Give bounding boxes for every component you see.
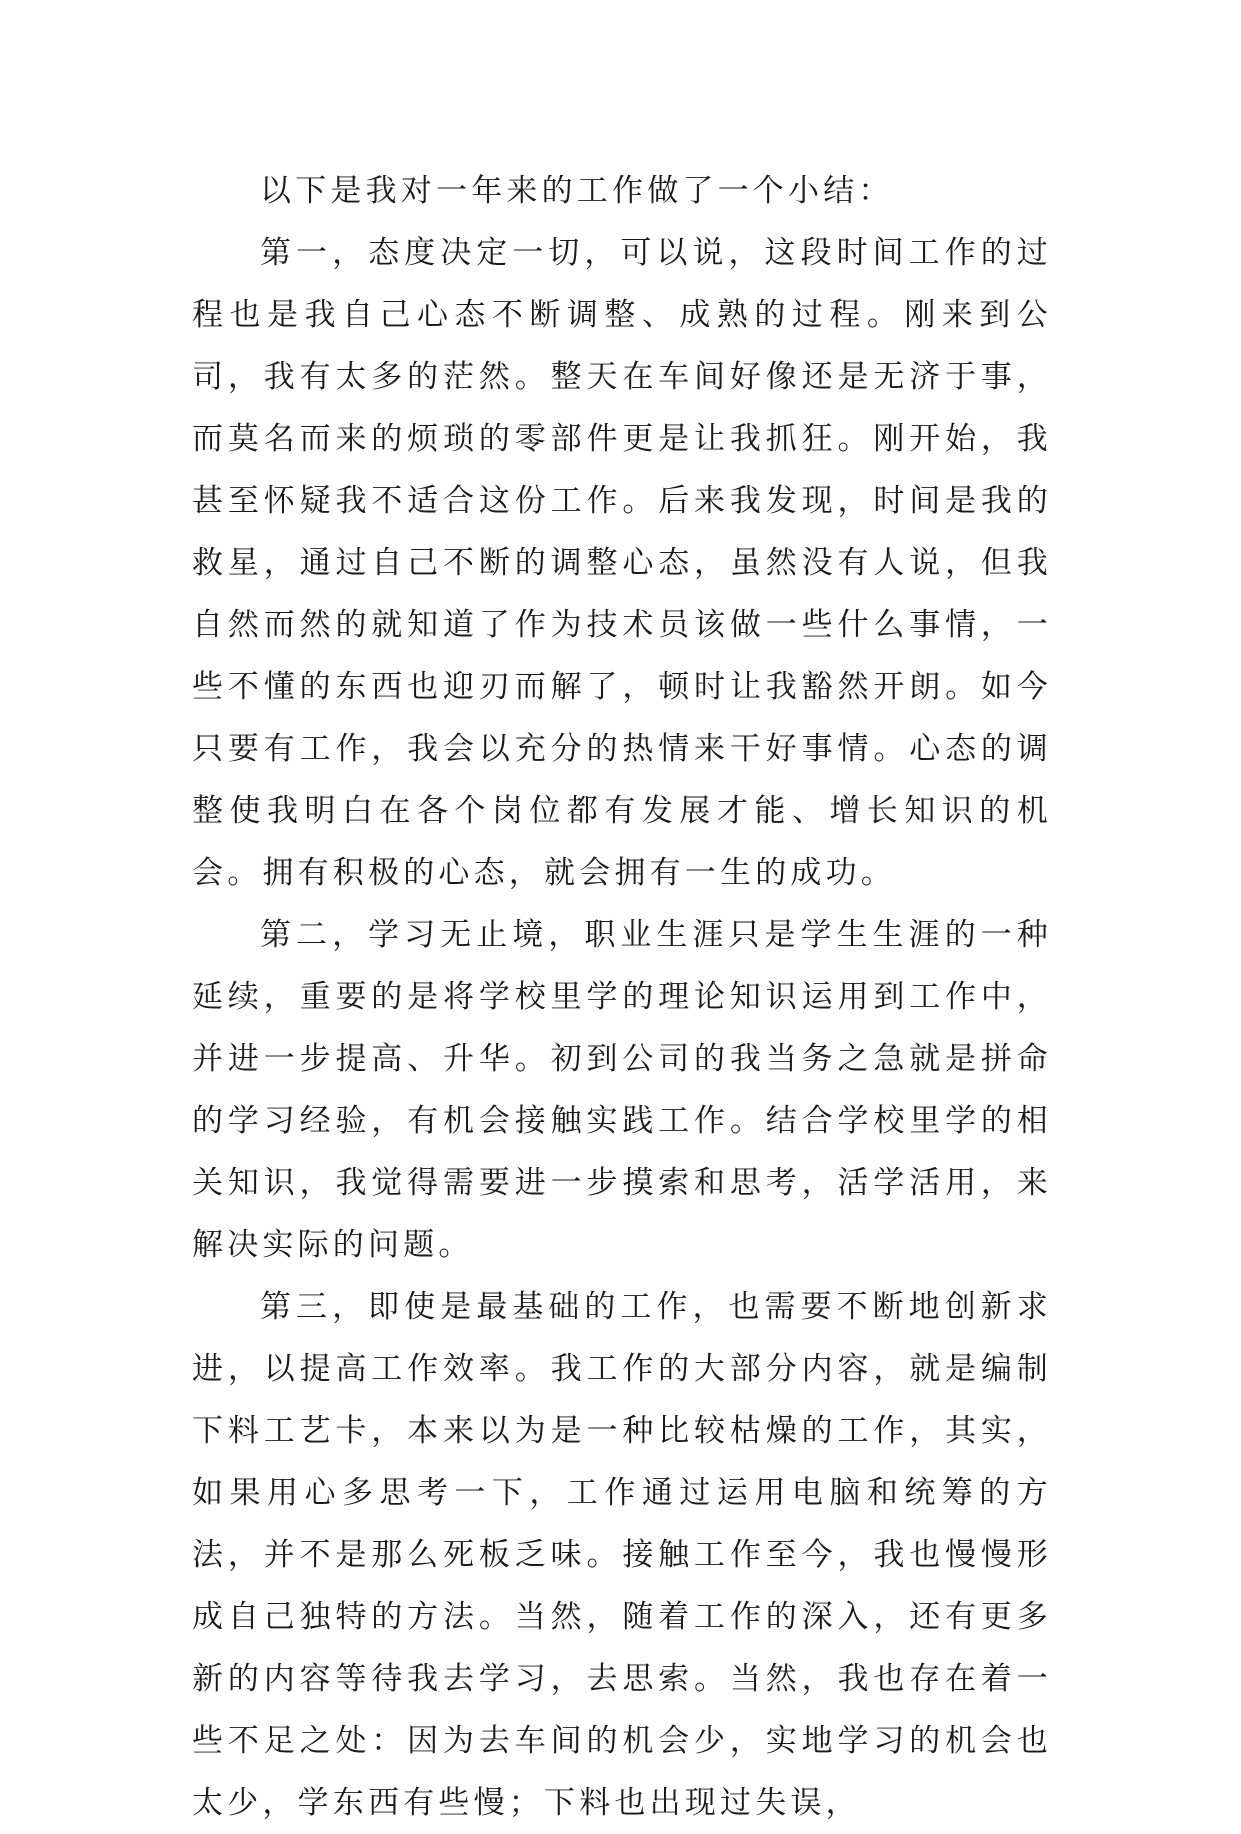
paragraph-second-point: 第二，学习无止境，职业生涯只是学生生涯的一种延续，重要的是将学校里学的理论知识运用到工作中，并进一步提高、升华。初到公司的我当务之急就是拼命的学习经验，有机会接触实践工作。结合学校里学的相关知识，我觉得需要进一步摸索和思考，活学活用，来解决实际的问题。 [192, 917, 1052, 1263]
paragraph-third-point: 第三，即使是最基础的工作，也需要不断地创新求进，以提高工作效率。我工作的大部分内容，就是编制下料工艺卡，本来以为是一种比较枯燥的工作，其实，如果用心多思考一下，工作通过运用电脑和统筹的方法，并不是那么死板乏味。接触工作至今，我也慢慢形成自己独特的方法。当然，随着工作的深入，还有更多新的内容等待我去学习，去思索。当然，我也存在着一些不足之处：因为去车间的机会少，实地学习的机会也太少，学东西有些慢；下料也出现过失误， [192, 1289, 1052, 1821]
paragraph-intro: 以下是我对一年来的工作做了一个小结： [260, 173, 894, 209]
paragraph-first-point: 第一，态度决定一切，可以说，这段时间工作的过程也是我自己心态不断调整、成熟的过程。刚来到公司，我有太多的茫然。整天在车间好像还是无济于事，而莫名而来的烦琐的零部件更是让我抓狂。刚开始，我甚至怀疑我不适合这份工作。后来我发现，时间是我的救星，通过自己不断的调整心态，虽然没有人说，但我自然而然的就知道了作为技术员该做一些什么事情，一些不懂的东西也迎刃而解了，顿时让我豁然开朗。如今只要有工作，我会以充分的热情来干好事情。心态的调整使我明白在各个岗位都有发展才能、增长知识的机会。拥有积极的心态，就会拥有一生的成功。 [192, 235, 1052, 891]
document-body [192, 160, 1052, 1834]
